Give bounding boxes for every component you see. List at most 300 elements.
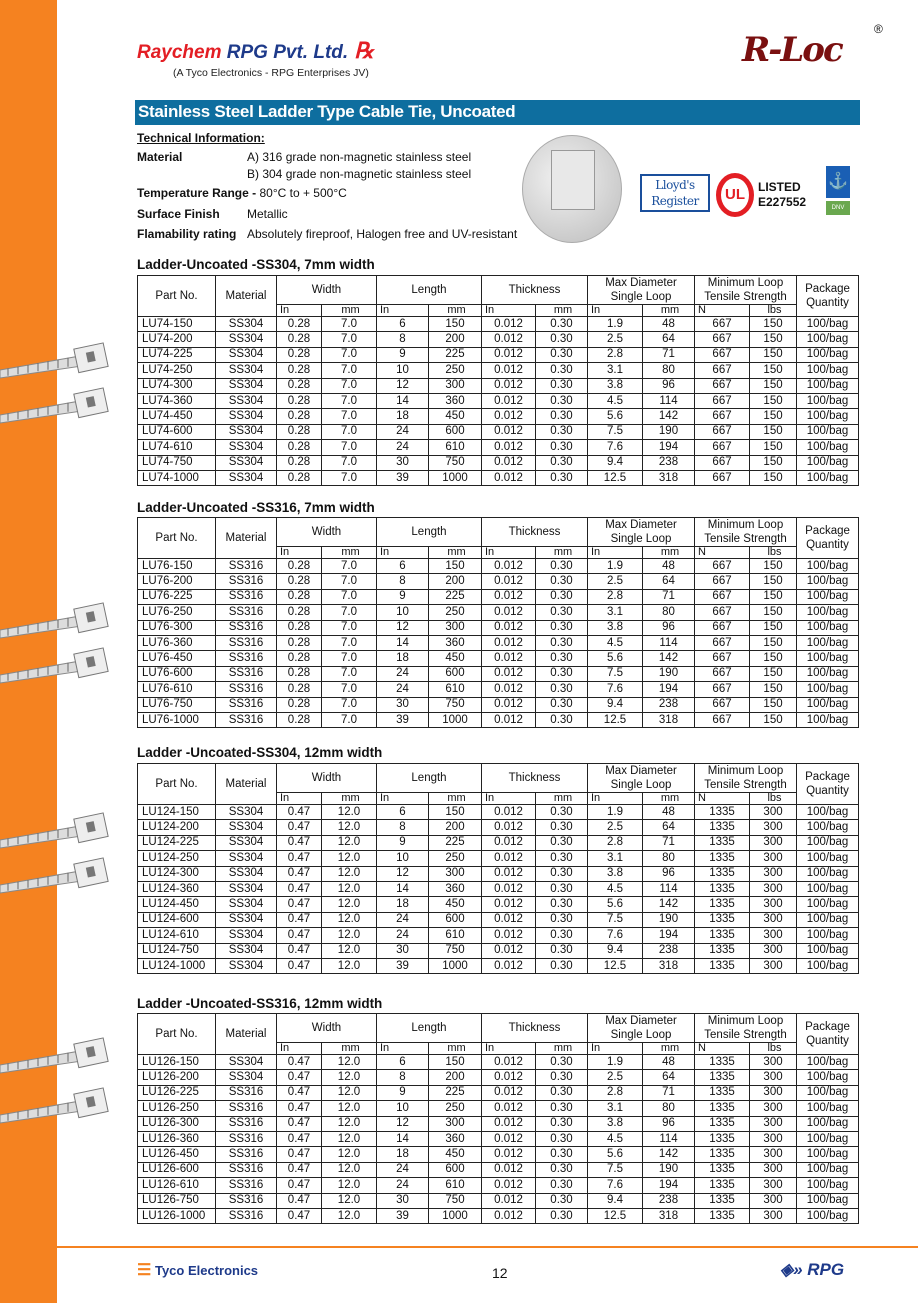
table-cell: 100/bag (797, 712, 859, 727)
table-cell: 100/bag (797, 378, 859, 393)
table-cell: 0.012 (482, 1208, 536, 1223)
table-cell: 24 (377, 912, 429, 927)
header-package: Package Quantity (797, 518, 859, 559)
table-cell: 0.28 (277, 440, 322, 455)
table-cell: SS304 (216, 866, 277, 881)
table-cell: SS304 (216, 820, 277, 835)
table-cell: 100/bag (797, 1085, 859, 1100)
table-cell: 0.30 (536, 378, 588, 393)
subheader-unit: mm (429, 547, 482, 559)
table-row (138, 1070, 859, 1085)
cable-tie-image (0, 810, 120, 850)
table-cell: 7.0 (322, 620, 377, 635)
table-cell: 1335 (695, 820, 750, 835)
table-cell: 48 (643, 1055, 695, 1070)
table-cell: 300 (750, 820, 797, 835)
table-cell: 7.0 (322, 378, 377, 393)
table-cell: 1000 (429, 1208, 482, 1223)
table-row (138, 1162, 859, 1177)
table-cell: 3.1 (588, 851, 643, 866)
table-cell: 100/bag (797, 682, 859, 697)
table-cell: SS304 (216, 881, 277, 896)
table-cell: 12.0 (322, 881, 377, 896)
table-cell: 100/bag (797, 440, 859, 455)
table-cell: 0.012 (482, 666, 536, 681)
table-cell: 150 (750, 682, 797, 697)
table-cell: SS316 (216, 697, 277, 712)
table-cell: 2.8 (588, 347, 643, 362)
table-cell: 14 (377, 1131, 429, 1146)
table-cell: 667 (695, 424, 750, 439)
table-cell: 12.0 (322, 1085, 377, 1100)
table-cell: 96 (643, 378, 695, 393)
subheader-unit: In (377, 547, 429, 559)
table-cell: LU126-750 (138, 1193, 216, 1208)
table-cell: SS316 (216, 1208, 277, 1223)
table-cell: 667 (695, 393, 750, 408)
table-cell: 0.30 (536, 897, 588, 912)
table-cell: 142 (643, 651, 695, 666)
table-cell: 0.30 (536, 1208, 588, 1223)
subheader-unit: In (482, 305, 536, 317)
table-cell: LU74-250 (138, 363, 216, 378)
table-cell: 0.28 (277, 378, 322, 393)
table-cell: 39 (377, 1208, 429, 1223)
header-part-no: Part No. (138, 276, 216, 317)
subheader-unit: mm (322, 793, 377, 805)
table-cell: 667 (695, 363, 750, 378)
table-cell: 0.012 (482, 820, 536, 835)
company-subtitle: (A Tyco Electronics - RPG Enterprises JV) (173, 67, 369, 79)
table-cell: 0.012 (482, 1085, 536, 1100)
table-cell: 0.30 (536, 1147, 588, 1162)
subheader-unit: mm (429, 793, 482, 805)
table-cell: 0.28 (277, 589, 322, 604)
table-cell: 1.9 (588, 317, 643, 332)
cable-tie-image (0, 855, 120, 895)
table-cell: 12.0 (322, 1131, 377, 1146)
subheader-unit: N (695, 547, 750, 559)
table-cell: 5.6 (588, 897, 643, 912)
table-cell: 100/bag (797, 332, 859, 347)
table-cell: 0.012 (482, 881, 536, 896)
table-cell: 1.9 (588, 1055, 643, 1070)
table-row (138, 470, 859, 485)
table-cell: 0.30 (536, 317, 588, 332)
table-cell: 10 (377, 605, 429, 620)
table-cell: 100/bag (797, 805, 859, 820)
subheader-unit: In (277, 305, 322, 317)
table-cell: 0.28 (277, 574, 322, 589)
table-cell: 0.28 (277, 559, 322, 574)
table-cell: 3.1 (588, 605, 643, 620)
table-cell: 238 (643, 455, 695, 470)
table-cell: LU124-450 (138, 897, 216, 912)
table-cell: 300 (429, 620, 482, 635)
table-cell: 150 (750, 378, 797, 393)
cable-tie-image (0, 600, 120, 640)
table-row (138, 943, 859, 958)
table-cell: 0.30 (536, 605, 588, 620)
subheader-unit: mm (322, 305, 377, 317)
table-cell: 100/bag (797, 1162, 859, 1177)
table-cell: 300 (750, 835, 797, 850)
table-cell: 1000 (429, 470, 482, 485)
table-cell: 300 (750, 881, 797, 896)
table-cell: 96 (643, 866, 695, 881)
table-cell: 0.28 (277, 363, 322, 378)
tyco-logo: ☰ Tyco Electronics (137, 1262, 259, 1279)
table-cell: 7.0 (322, 712, 377, 727)
header-max-diameter: Max Diameter Single Loop (588, 1014, 695, 1043)
table-row (138, 620, 859, 635)
table-cell: 100/bag (797, 697, 859, 712)
table-cell: 0.012 (482, 589, 536, 604)
table-cell: 7.0 (322, 470, 377, 485)
table-cell: 1335 (695, 1070, 750, 1085)
table-cell: LU126-450 (138, 1147, 216, 1162)
table-cell: 250 (429, 851, 482, 866)
table-cell: 0.012 (482, 347, 536, 362)
table-cell: 12.0 (322, 866, 377, 881)
header-thickness: Thickness (482, 1014, 588, 1043)
table-cell: 24 (377, 1178, 429, 1193)
table-cell: 0.30 (536, 1116, 588, 1131)
table-cell: 0.47 (277, 1193, 322, 1208)
table-cell: 0.30 (536, 455, 588, 470)
table-cell: LU76-360 (138, 635, 216, 650)
table-cell: 150 (750, 424, 797, 439)
table-cell: 5.6 (588, 1147, 643, 1162)
table-cell: 9 (377, 589, 429, 604)
table-cell: 0.47 (277, 1208, 322, 1223)
table-cell: 0.30 (536, 712, 588, 727)
table-cell: SS304 (216, 470, 277, 485)
table-row (138, 666, 859, 681)
table-cell: 0.47 (277, 1162, 322, 1177)
table-cell: 30 (377, 697, 429, 712)
table-cell: 0.012 (482, 470, 536, 485)
table-cell: 0.30 (536, 1193, 588, 1208)
table-cell: LU124-610 (138, 928, 216, 943)
table-cell: 12.0 (322, 1147, 377, 1162)
table-cell: 10 (377, 363, 429, 378)
table-cell: 0.30 (536, 559, 588, 574)
table-cell: 667 (695, 589, 750, 604)
table-cell: 667 (695, 409, 750, 424)
table-cell: 12.0 (322, 928, 377, 943)
table-cell: LU76-750 (138, 697, 216, 712)
subheader-unit: mm (643, 1043, 695, 1055)
table-row (138, 682, 859, 697)
table-cell: 1335 (695, 851, 750, 866)
table-row (138, 651, 859, 666)
table-cell: 150 (750, 605, 797, 620)
table-cell: 0.30 (536, 1085, 588, 1100)
subheader-unit: mm (322, 547, 377, 559)
table-cell: 300 (750, 1070, 797, 1085)
table-cell: 300 (429, 866, 482, 881)
table-cell: 0.47 (277, 1116, 322, 1131)
table-cell: 667 (695, 666, 750, 681)
table-cell: 0.47 (277, 928, 322, 943)
table-row (138, 317, 859, 332)
table-cell: 1335 (695, 1178, 750, 1193)
table-cell: 360 (429, 1131, 482, 1146)
table-cell: SS304 (216, 958, 277, 973)
table-row (138, 897, 859, 912)
table-cell: 0.012 (482, 682, 536, 697)
table-cell: 4.5 (588, 1131, 643, 1146)
table-cell: LU126-200 (138, 1070, 216, 1085)
table-cell: 100/bag (797, 943, 859, 958)
table-row (138, 805, 859, 820)
table-cell: SS304 (216, 317, 277, 332)
table-cell: 150 (750, 363, 797, 378)
subheader-unit: In (277, 793, 322, 805)
table-cell: 4.5 (588, 635, 643, 650)
table-cell: 7.0 (322, 559, 377, 574)
table-cell: 30 (377, 943, 429, 958)
header-material: Material (216, 518, 277, 559)
table-cell: LU126-225 (138, 1085, 216, 1100)
table-cell: 7.0 (322, 651, 377, 666)
cable-tie-photo (522, 135, 622, 243)
table-cell: SS316 (216, 1178, 277, 1193)
table-cell: 0.47 (277, 958, 322, 973)
table-cell: 6 (377, 317, 429, 332)
table-cell: SS316 (216, 666, 277, 681)
table-cell: 0.30 (536, 666, 588, 681)
table-cell: 14 (377, 881, 429, 896)
table-cell: LU76-450 (138, 651, 216, 666)
material-row-b: B) 304 grade non-magnetic stainless steel (247, 167, 472, 181)
header-package: Package Quantity (797, 1014, 859, 1055)
table-row (138, 912, 859, 927)
rpg-mark-icon: ℞ (348, 38, 375, 63)
table-cell: 3.1 (588, 1101, 643, 1116)
table-cell: 39 (377, 470, 429, 485)
header-material: Material (216, 276, 277, 317)
header-package: Package Quantity (797, 276, 859, 317)
table-cell: SS316 (216, 1101, 277, 1116)
table-cell: 12.0 (322, 897, 377, 912)
table-cell: 300 (750, 1208, 797, 1223)
table-cell: 225 (429, 1085, 482, 1100)
table-cell: 100/bag (797, 912, 859, 927)
table-cell: 0.30 (536, 912, 588, 927)
table-cell: LU124-150 (138, 805, 216, 820)
subheader-unit: lbs (750, 793, 797, 805)
table-cell: 100/bag (797, 666, 859, 681)
table-cell: 1335 (695, 1131, 750, 1146)
table-cell: 750 (429, 943, 482, 958)
table-cell: 5.6 (588, 409, 643, 424)
header-thickness: Thickness (482, 518, 588, 547)
table-cell: 610 (429, 682, 482, 697)
table-cell: 2.8 (588, 589, 643, 604)
table-cell: 6 (377, 1055, 429, 1070)
table-cell: 667 (695, 440, 750, 455)
table-cell: 12.0 (322, 1116, 377, 1131)
table-cell: LU74-610 (138, 440, 216, 455)
table-cell: 318 (643, 712, 695, 727)
header-tensile: Minimum Loop Tensile Strength (695, 276, 797, 305)
table-cell: 150 (750, 559, 797, 574)
table-cell: 0.012 (482, 697, 536, 712)
table-cell: 0.012 (482, 424, 536, 439)
table-cell: 0.30 (536, 958, 588, 973)
table-cell: 0.30 (536, 682, 588, 697)
table-cell: LU126-1000 (138, 1208, 216, 1223)
table-row (138, 1085, 859, 1100)
table-cell: LU74-150 (138, 317, 216, 332)
table-cell: 48 (643, 559, 695, 574)
table-cell: 610 (429, 440, 482, 455)
table-cell: 300 (750, 912, 797, 927)
table-cell: 100/bag (797, 651, 859, 666)
table-cell: LU76-600 (138, 666, 216, 681)
table-cell: 0.012 (482, 1193, 536, 1208)
table-cell: LU74-450 (138, 409, 216, 424)
table-cell: LU74-300 (138, 378, 216, 393)
table-cell: 3.8 (588, 620, 643, 635)
table-cell: 96 (643, 1116, 695, 1131)
table-cell: 300 (750, 1147, 797, 1162)
table-cell: 0.30 (536, 470, 588, 485)
table-cell: SS316 (216, 651, 277, 666)
table-cell: 9.4 (588, 697, 643, 712)
table-cell: SS304 (216, 928, 277, 943)
table-cell: 100/bag (797, 409, 859, 424)
table-cell: 150 (750, 470, 797, 485)
table-cell: 190 (643, 666, 695, 681)
table-cell: 667 (695, 470, 750, 485)
table-cell: SS316 (216, 1116, 277, 1131)
table-row (138, 1178, 859, 1193)
table-cell: 7.0 (322, 605, 377, 620)
table-cell: SS304 (216, 440, 277, 455)
table-cell: 610 (429, 1178, 482, 1193)
table-cell: 667 (695, 347, 750, 362)
table-cell: 0.30 (536, 1131, 588, 1146)
table-cell: 39 (377, 712, 429, 727)
table-cell: 238 (643, 1193, 695, 1208)
table-cell: 71 (643, 1085, 695, 1100)
table-cell: 1335 (695, 958, 750, 973)
subheader-unit: mm (643, 547, 695, 559)
table-cell: 0.47 (277, 897, 322, 912)
table-cell: LU74-600 (138, 424, 216, 439)
table-cell: 318 (643, 1208, 695, 1223)
table-cell: 667 (695, 574, 750, 589)
table-cell: SS316 (216, 559, 277, 574)
table-cell: LU126-250 (138, 1101, 216, 1116)
table-row (138, 881, 859, 896)
table-cell: 12.5 (588, 958, 643, 973)
table-cell: 64 (643, 574, 695, 589)
table-cell: LU124-250 (138, 851, 216, 866)
table-row (138, 363, 859, 378)
table-cell: 190 (643, 424, 695, 439)
table-cell: 100/bag (797, 1131, 859, 1146)
tech-info-heading: Technical Information: (137, 131, 265, 145)
table-cell: LU126-610 (138, 1178, 216, 1193)
subheader-unit: N (695, 793, 750, 805)
table-cell: LU74-200 (138, 332, 216, 347)
table-cell: 24 (377, 928, 429, 943)
table-cell: 1000 (429, 712, 482, 727)
registered-mark: ® (874, 22, 883, 36)
table-cell: 100/bag (797, 820, 859, 835)
table-cell: 0.012 (482, 897, 536, 912)
table-title: Ladder -Uncoated-SS316, 12mm width (137, 996, 383, 1011)
table-row (138, 409, 859, 424)
table-cell: 9 (377, 835, 429, 850)
table-cell: SS304 (216, 378, 277, 393)
table-cell: LU76-150 (138, 559, 216, 574)
table-cell: 9 (377, 347, 429, 362)
table-row (138, 347, 859, 362)
table-cell: 7.0 (322, 455, 377, 470)
table-cell: 667 (695, 378, 750, 393)
table-row (138, 635, 859, 650)
table-cell: 24 (377, 1162, 429, 1177)
table-cell: 12.5 (588, 1208, 643, 1223)
table-cell: 1335 (695, 1085, 750, 1100)
table-cell: 12 (377, 866, 429, 881)
table-cell: 7.6 (588, 1178, 643, 1193)
subheader-unit: N (695, 1043, 750, 1055)
table-cell: 0.012 (482, 317, 536, 332)
table-cell: 0.012 (482, 958, 536, 973)
table-cell: 100/bag (797, 317, 859, 332)
table-cell: LU74-1000 (138, 470, 216, 485)
table-cell: 150 (750, 409, 797, 424)
table-row (138, 455, 859, 470)
table-cell: 238 (643, 697, 695, 712)
table-cell: 14 (377, 635, 429, 650)
header-tensile: Minimum Loop Tensile Strength (695, 764, 797, 793)
table-cell: 200 (429, 332, 482, 347)
table-cell: 150 (750, 697, 797, 712)
table-cell: 7.0 (322, 635, 377, 650)
table-cell: SS304 (216, 347, 277, 362)
table-cell: 1335 (695, 1101, 750, 1116)
table-cell: 100/bag (797, 866, 859, 881)
table-cell: 7.5 (588, 912, 643, 927)
table-cell: 300 (750, 1193, 797, 1208)
table-cell: 150 (750, 635, 797, 650)
table-cell: 300 (750, 1055, 797, 1070)
table-cell: 12.0 (322, 912, 377, 927)
subheader-unit: mm (643, 793, 695, 805)
table-cell: 450 (429, 651, 482, 666)
table-cell: 12.0 (322, 1070, 377, 1085)
table-cell: 7.0 (322, 666, 377, 681)
table-cell: 450 (429, 897, 482, 912)
table-cell: 225 (429, 835, 482, 850)
table-row (138, 559, 859, 574)
subheader-unit: mm (322, 1043, 377, 1055)
table-cell: 100/bag (797, 589, 859, 604)
table-cell: 0.30 (536, 1070, 588, 1085)
table-cell: 7.6 (588, 928, 643, 943)
table-cell: 0.30 (536, 1101, 588, 1116)
table-cell: 9 (377, 1085, 429, 1100)
header-width: Width (277, 276, 377, 305)
table-cell: 0.012 (482, 455, 536, 470)
